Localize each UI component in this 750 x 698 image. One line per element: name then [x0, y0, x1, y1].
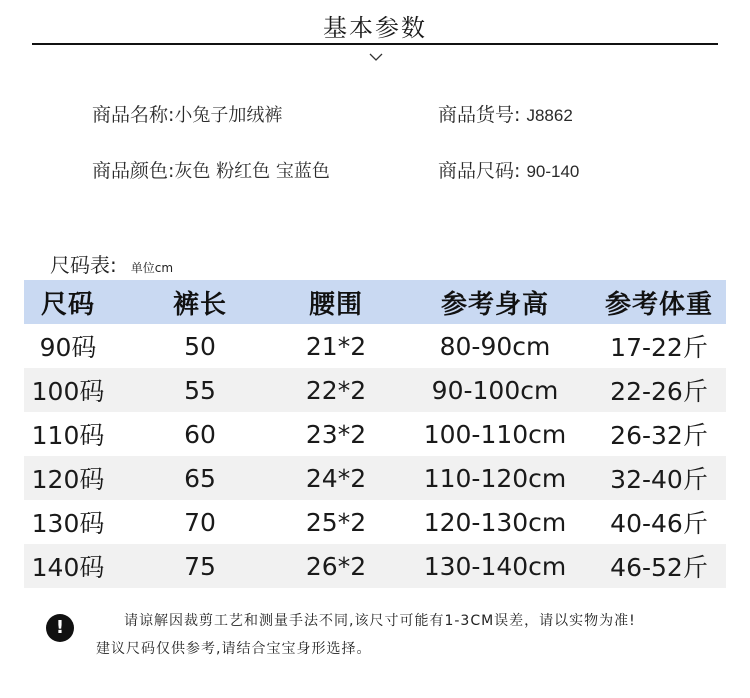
waist-cell: 23*2 [305, 419, 367, 449]
weight-cell: 32-40斤 [610, 465, 708, 494]
product-colors [92, 156, 330, 183]
product-sku-label: 商品货号: [438, 104, 521, 126]
height-cell: 80-90cm [439, 331, 551, 361]
note-line-1: 请谅解因裁剪工艺和测量手法不同,该尺寸可能有1-3CM误差，请以实物为准! [124, 613, 636, 629]
table-row [24, 324, 726, 368]
product-name [92, 100, 282, 127]
size-cell: 120码 [31, 465, 105, 494]
weight-cell: 26-32斤 [610, 421, 708, 450]
column-header-length: 裤长 [172, 289, 227, 320]
length-cell: 50 [184, 331, 216, 361]
size-table [24, 280, 726, 588]
exclamation-icon: ! [46, 614, 74, 642]
product-name-label: 商品名称: [92, 104, 175, 126]
column-header-height: 参考身高 [440, 289, 549, 320]
product-colors-label: 商品颜色: [92, 160, 175, 182]
size-cell: 90码 [39, 333, 97, 362]
table-row [24, 544, 726, 588]
waist-cell: 21*2 [305, 331, 367, 361]
size-cell: 130码 [31, 509, 105, 538]
table-row [24, 368, 726, 412]
table-row [24, 412, 726, 456]
length-cell: 70 [184, 507, 216, 537]
product-size-range-value: 90-140 [526, 162, 580, 181]
waist-cell: 25*2 [305, 507, 367, 537]
column-header-size: 尺码 [40, 289, 95, 320]
section-title: 基本参数 [323, 14, 427, 42]
waist-cell: 26*2 [305, 551, 367, 581]
product-colors-value: 灰色 粉红色 宝蓝色 [174, 161, 330, 182]
product-name-value: 小兔子加绒裤 [174, 105, 283, 126]
height-cell: 100-110cm [423, 419, 567, 449]
height-cell: 110-120cm [423, 463, 567, 493]
weight-cell: 46-52斤 [610, 553, 708, 582]
product-size-range [438, 156, 579, 183]
size-table-caption [50, 249, 173, 278]
size-cell: 140码 [31, 553, 105, 582]
table-row [24, 456, 726, 500]
waist-cell: 24*2 [305, 463, 367, 493]
length-cell: 65 [184, 463, 216, 493]
note-line-2: 建议尺码仅供参考,请结合宝宝身形选择。 [96, 641, 372, 657]
title-divider [32, 43, 718, 45]
table-row [24, 500, 726, 544]
product-size-range-label: 商品尺码: [438, 160, 521, 182]
table-header-row [24, 280, 726, 324]
column-header-weight: 参考体重 [604, 289, 713, 320]
height-cell: 130-140cm [423, 551, 567, 581]
chevron-down-icon [369, 50, 383, 64]
column-header-waist: 腰围 [308, 289, 363, 320]
size-table-title: 尺码表: [50, 253, 117, 277]
product-sku-value: J8862 [526, 106, 573, 125]
weight-cell: 22-26斤 [610, 377, 708, 406]
weight-cell: 40-46斤 [610, 509, 708, 538]
height-cell: 90-100cm [431, 375, 559, 405]
length-cell: 75 [184, 551, 216, 581]
size-cell: 110码 [31, 421, 105, 450]
product-sku [438, 100, 573, 127]
waist-cell: 22*2 [305, 375, 367, 405]
height-cell: 120-130cm [423, 507, 567, 537]
length-cell: 60 [184, 419, 216, 449]
size-cell: 100码 [31, 377, 105, 406]
weight-cell: 17-22斤 [610, 333, 708, 362]
length-cell: 55 [184, 375, 216, 405]
size-table-unit: 单位cm [130, 261, 174, 275]
